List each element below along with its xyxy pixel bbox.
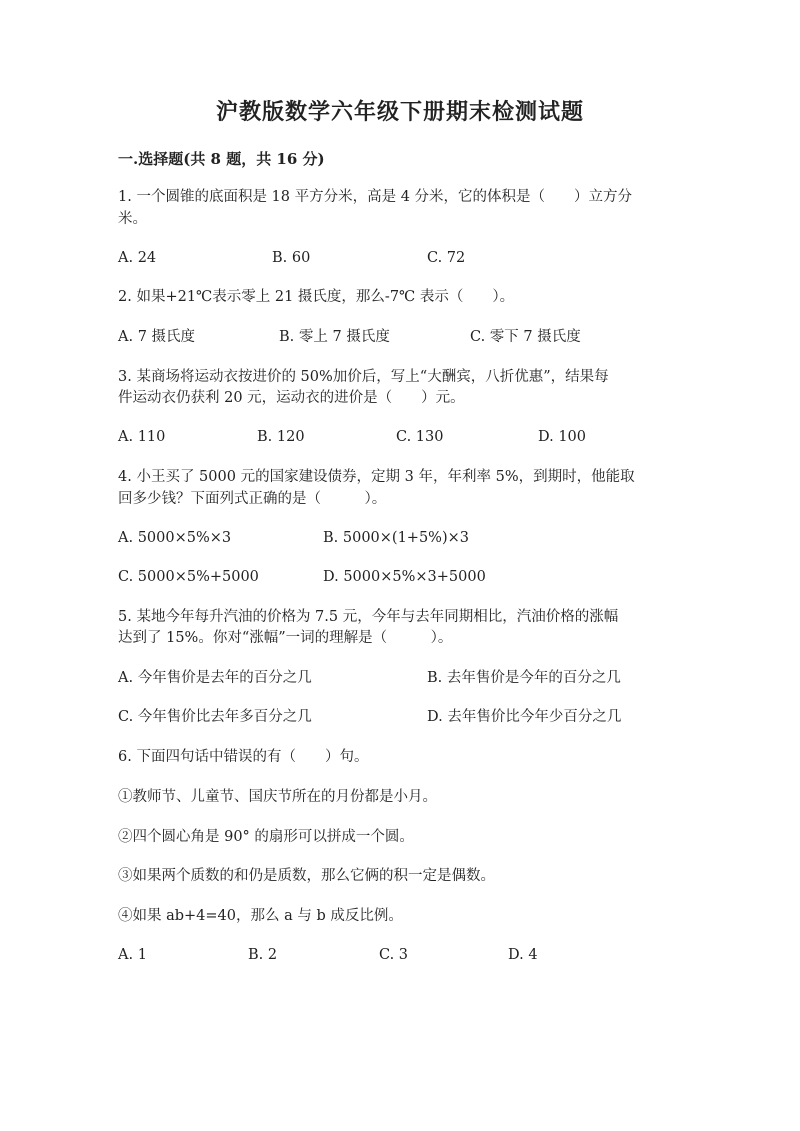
question-2-option-b: B. 零上 7 摄氏度 [279, 329, 390, 345]
question-6-option-d: D. 4 [508, 947, 538, 963]
question-5-option-d: D. 去年售价比今年少百分之几 [427, 709, 622, 725]
question-6-statement-4: ④如果 ab+4=40，那么 a 与 b 成反比例。 [118, 908, 403, 924]
section-heading: 一.选择题(共 8 题，共 16 分) [118, 150, 325, 168]
question-6-line-1: 6. 下面四句话中错误的有（ ）句。 [118, 749, 369, 765]
question-1-option-c: C. 72 [427, 250, 466, 266]
question-1-option-a: A. 24 [118, 250, 157, 266]
question-5-line-2: 达到了 15%。你对“涨幅”一词的理解是（ ）。 [118, 630, 453, 646]
question-2-option-c: C. 零下 7 摄氏度 [470, 329, 581, 345]
question-6-option-b: B. 2 [248, 947, 278, 963]
question-4-option-b: B. 5000×(1+5%)×3 [323, 530, 469, 546]
question-3-option-a: A. 110 [118, 429, 166, 445]
question-3-option-b: B. 120 [257, 429, 305, 445]
question-1-option-b: B. 60 [272, 250, 311, 266]
question-4-option-c: C. 5000×5%+5000 [118, 569, 259, 585]
question-5-option-a: A. 今年售价是去年的百分之几 [118, 670, 312, 686]
question-6-option-a: A. 1 [118, 947, 147, 963]
question-6-option-c: C. 3 [379, 947, 409, 963]
question-4-line-2: 回多少钱？下面列式正确的是（ ）。 [118, 491, 387, 507]
question-4-option-a: A. 5000×5%×3 [118, 530, 232, 546]
question-3-option-c: C. 130 [396, 429, 444, 445]
question-4-line-1: 4. 小王买了 5000 元的国家建设债券，定期 3 年，年利率 5%，到期时，他能取 [118, 469, 635, 485]
question-5-option-b: B. 去年售价是今年的百分之几 [427, 670, 621, 686]
question-5-line-1: 5. 某地今年每升汽油的价格为 7.5 元，今年与去年同期相比，汽油价格的涨幅 [118, 609, 619, 625]
question-5-option-c: C. 今年售价比去年多百分之几 [118, 709, 312, 725]
question-1-line-2: 米。 [118, 211, 147, 227]
question-2-line-1: 2. 如果+21℃表示零上 21 摄氏度，那么-7℃ 表示（ ）。 [118, 289, 515, 305]
question-3-line-1: 3. 某商场将运动衣按进价的 50%加价后，写上“大酬宾，八折优惠”，结果每 [118, 369, 609, 385]
question-1-line-1: 1. 一个圆锥的底面积是 18 平方分米，高是 4 分米，它的体积是（ ）立方分 [118, 189, 633, 205]
question-6-statement-2: ②四个圆心角是 90° 的扇形可以拼成一个圆。 [118, 829, 414, 845]
question-4-option-d: D. 5000×5%×3+5000 [323, 569, 486, 585]
question-2-option-a: A. 7 摄氏度 [118, 329, 196, 345]
question-3-line-2: 件运动衣仍获利 20 元，运动衣的进价是（ ）元。 [118, 390, 465, 406]
question-6-statement-3: ③如果两个质数的和仍是质数，那么它俩的积一定是偶数。 [118, 868, 495, 884]
question-6-statement-1: ①教师节、儿童节、国庆节所在的月份都是小月。 [118, 789, 437, 805]
question-3-option-d: D. 100 [538, 429, 587, 445]
page-title: 沪教版数学六年级下册期末检测试题 [215, 99, 584, 125]
